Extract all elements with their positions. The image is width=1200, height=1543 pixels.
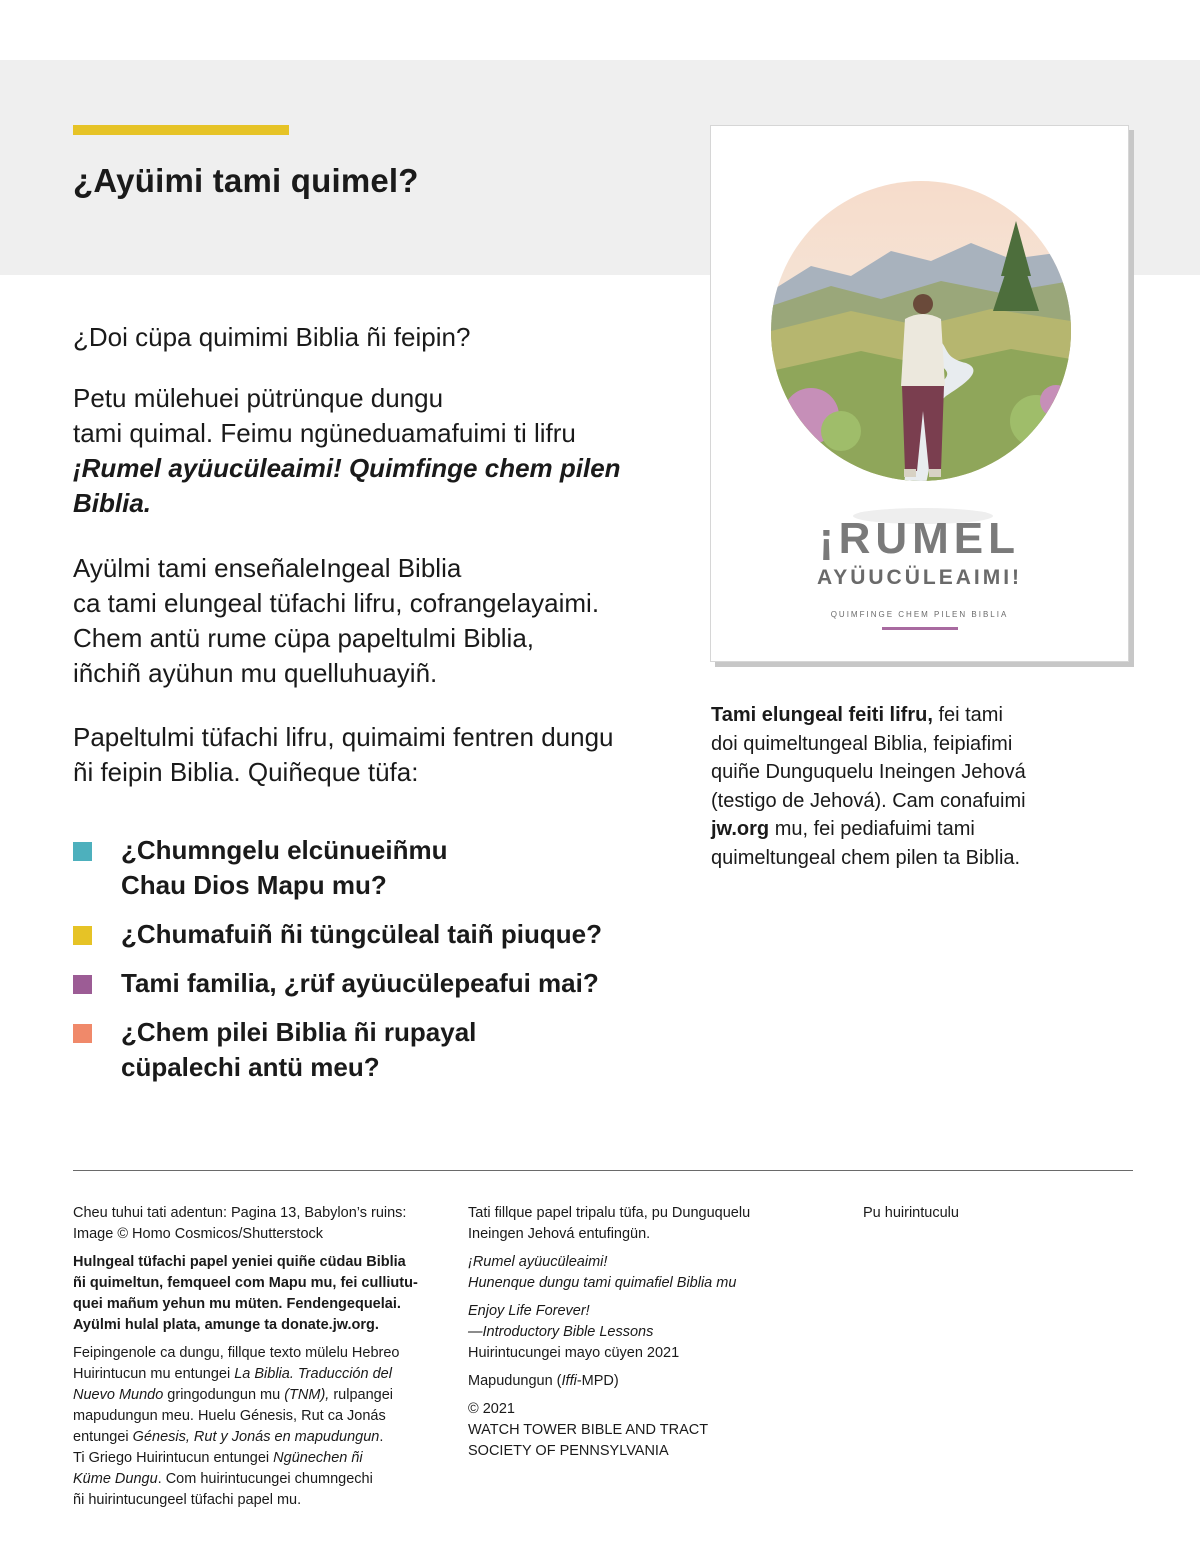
english-title-line-1: Enjoy Life Forever! — [468, 1303, 590, 1319]
bullet-square-icon — [73, 975, 92, 994]
side-note-line-3: quiñe Dunguquelu Ineingen Jehová — [711, 761, 1026, 783]
publisher-note — [468, 1203, 818, 1245]
translation-line: gringodungun mu — [163, 1387, 285, 1403]
language-code — [468, 1371, 818, 1392]
list-item — [73, 1015, 673, 1085]
copyright — [468, 1399, 818, 1462]
intro-question: ¿Doi cüpa quimimi Biblia ñi feipin? — [73, 322, 471, 352]
cover-illustration — [771, 181, 1071, 531]
paragraph-2-line-4: iñchiñ ayühun mu quelluhuayiñ. — [73, 658, 438, 688]
paragraph-3-line-2: ñi feipin Biblia. Quiñeque tüfa: — [73, 757, 419, 787]
list-item — [73, 917, 673, 952]
footer-divider — [73, 1170, 1133, 1171]
question-line-1: ¿Chumngelu elcünueiñmu — [121, 835, 448, 865]
side-note-lead: Tami elungeal feiti lifru, — [711, 704, 933, 726]
page-title: ¿Ayüimi tami quimel? — [73, 162, 419, 199]
question-line-2: Chau Dios Mapu mu? — [121, 870, 387, 900]
question-line-1: Tami familia, ¿rüf ayüucülepeafui mai? — [121, 968, 599, 998]
website-link[interactable]: jw.org — [711, 818, 770, 840]
donation-line-3: quei mañum yehun mu müten. Fendengequelai. — [73, 1296, 401, 1312]
paragraph-1-line-2: tami quimal. Feimu ngüneduamafuimi ti lifru — [73, 418, 576, 448]
translation-line: Huirintucun mu entungei — [73, 1366, 235, 1382]
english-title — [468, 1301, 818, 1364]
printer-label: Pu huirintuculu — [863, 1205, 959, 1221]
donation-note — [73, 1252, 443, 1336]
question-line-1: ¿Chumafuiñ ñi tüngcüleal taiñ piuque? — [121, 919, 602, 949]
translation-italic: Génesis, Rut y Jonás en mapudungun — [132, 1429, 380, 1445]
paragraph-2-line-1: Ayülmi tami enseñaleIngeal Biblia — [73, 553, 462, 583]
list-item — [73, 833, 673, 903]
paragraph-3-line-1: Papeltulmi tüfachi lifru, quimaimi fentren dungu — [73, 722, 614, 752]
translation-italic: Ngünechen ñi — [273, 1450, 363, 1466]
translation-italic: (TNM), — [284, 1387, 330, 1403]
side-note-line-6: quimeltungeal chem pilen ta Biblia. — [711, 846, 1021, 869]
accent-bar — [73, 125, 289, 135]
book-cover — [710, 125, 1129, 662]
publisher-line-1: Tati fillque papel tripalu tüfa, pu Dunguquelu — [468, 1205, 751, 1221]
language-code-c: -MPD) — [576, 1373, 619, 1389]
translation-line: . Com huirintucungei chumngechi — [157, 1471, 373, 1487]
bullet-square-icon — [73, 926, 92, 945]
translation-line: . — [379, 1429, 384, 1445]
translation-line: rulpangei — [329, 1387, 393, 1403]
side-note-text-1: fei tami — [932, 704, 1003, 726]
print-date: Huirintucungei mayo cüyen 2021 — [468, 1345, 680, 1361]
paragraph-2 — [73, 551, 673, 691]
question-line-2: cüpalechi antü meu? — [121, 1052, 380, 1082]
local-title-line-2: Hunenque dungu tami quimafiel Biblia mu — [468, 1275, 737, 1291]
english-title-line-2: —Introductory Bible Lessons — [468, 1324, 654, 1340]
cover-rule — [882, 627, 958, 630]
side-note-line-4: (testigo de Jehová). Cam conafuimi — [711, 789, 1026, 812]
translation-italic: Nuevo Mundo — [73, 1387, 164, 1403]
book-title-inline-2: Biblia. — [73, 488, 152, 518]
book-title-inline: ¡Rumel ayüucüleaimi! Quimfinge chem pilen — [73, 453, 621, 483]
translation-note — [73, 1343, 443, 1511]
donation-line-2: ñi quimeltun, femqueel com Mapu mu, fei culliutu- — [73, 1275, 418, 1291]
publisher-line-2: Ineingen Jehová entufingün. — [468, 1226, 651, 1242]
footer-column-1 — [73, 1203, 443, 1518]
translation-line: Ti Griego Huirintucun entungei — [73, 1450, 274, 1466]
bullet-square-icon — [73, 842, 92, 861]
image-credit-line-1: Cheu tuhui tati adentun: Pagina 13, Babylon’s ruins: — [73, 1205, 407, 1221]
footer-column-3 — [863, 1203, 1123, 1231]
image-credit — [73, 1203, 443, 1245]
local-title — [468, 1252, 818, 1294]
paragraph-2-line-3: Chem antü rume cüpa papeltulmi Biblia, — [73, 623, 535, 653]
translation-line: Feipingenole ca dungu, fillque texto mülelu Hebreo — [73, 1345, 400, 1361]
translation-line: entungei — [73, 1429, 133, 1445]
list-item — [73, 966, 673, 1001]
cover-subtitle: QUIMFINGE CHEM PILEN BIBLIA — [830, 610, 1009, 619]
side-note — [711, 701, 1111, 872]
language-code-a: Mapudungun ( — [468, 1373, 562, 1389]
image-credit-line-2: Image © Homo Cosmicos/Shutterstock — [73, 1226, 324, 1242]
translation-line: ñi huirintucungeel tüfachi papel mu. — [73, 1492, 302, 1508]
paragraph-3 — [73, 720, 673, 790]
question-list — [73, 833, 673, 1099]
copyright-line-3: SOCIETY OF PENNSYLVANIA — [468, 1443, 669, 1459]
question-line-1: ¿Chem pilei Biblia ñi rupayal — [121, 1017, 477, 1047]
paragraph-2-line-2: ca tami elungeal tüfachi lifru, cofrangelayaimi. — [73, 588, 600, 618]
copyright-line-2: WATCH TOWER BIBLE AND TRACT — [468, 1422, 709, 1438]
translation-italic: Küme Dungu — [73, 1471, 158, 1487]
cover-title-line-1: ¡RUMEL — [818, 514, 1021, 563]
paragraph-1 — [73, 381, 673, 521]
copyright-line-1: © 2021 — [468, 1401, 515, 1417]
paragraph-1-line-1: Petu mülehuei pütrünque dungu — [73, 383, 444, 413]
footer-column-2 — [468, 1203, 818, 1469]
translation-line: mapudungun meu. Huelu Génesis, Rut ca Jonás — [73, 1408, 386, 1424]
donation-line-4: Ayülmi hulal plata, amunge ta donate.jw.org. — [73, 1317, 379, 1333]
local-title-line-1: ¡Rumel ayüucüleaimi! — [468, 1254, 608, 1270]
language-code-b: Iffi — [561, 1373, 577, 1389]
side-note-line-5: mu, fei pediafuimi tami — [769, 818, 975, 840]
cover-title-line-2: AYÜUCÜLEAIMI! — [816, 566, 1023, 589]
bullet-square-icon — [73, 1024, 92, 1043]
side-note-line-2: doi quimeltungeal Biblia, feipiafimi — [711, 732, 1013, 755]
donation-line-1: Hulngeal tüfachi papel yeniei quiñe cüdau Biblia — [73, 1254, 406, 1270]
translation-italic: La Biblia. Traducción del — [234, 1366, 392, 1382]
